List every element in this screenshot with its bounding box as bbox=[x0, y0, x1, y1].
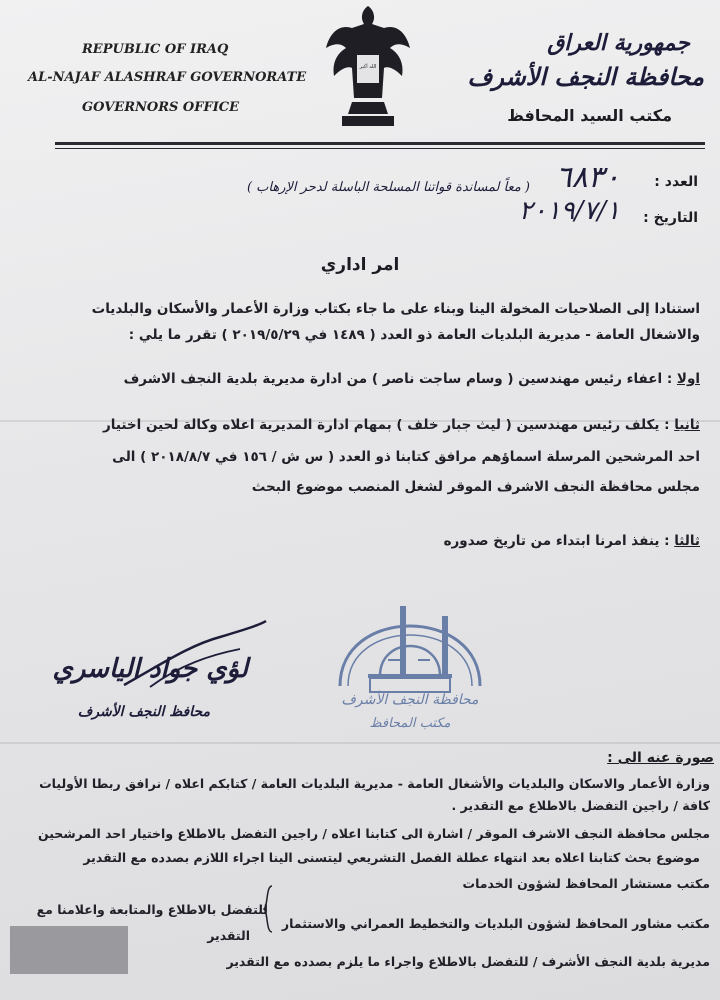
letterhead-ar-line-2: محافظة النجف الأشرف bbox=[467, 62, 704, 91]
copy-to-line-9: مديرية بلدية النجف الأشرف / للتفضل بالاطلاع واجراء ما يلزم بصدده مع التقدير bbox=[226, 954, 710, 969]
letterhead-ar-line-1: جمهورية العراق bbox=[547, 30, 690, 56]
copy-to-line-1: وزارة الأعمار والاسكان والبلديات والأشغال العامة - مديرية البلديات العامة / كتابكم اعلاه / نرافق ربطا الأوليات bbox=[39, 776, 710, 791]
header-rule-thin bbox=[55, 148, 705, 149]
header-rule bbox=[55, 142, 705, 145]
signatory-title: محافظ النجف الأشرف bbox=[77, 704, 210, 720]
copy-to-line-3: مجلس محافظة النجف الاشرف الموقر / اشارة الى كتابنا اعلاه / راجين التفضل بالاطلاع واختيار احد المرشحين bbox=[37, 826, 710, 841]
date-value: ٢٠١٩/٧/١ bbox=[518, 196, 620, 226]
signatory-name: لؤي جواد الياسري bbox=[52, 654, 248, 684]
redacted-area bbox=[10, 926, 128, 974]
letterhead-en-line-1: REPUBLIC OF IRAQ bbox=[82, 42, 229, 57]
grouping-brace bbox=[262, 884, 274, 934]
document-title: امر اداري bbox=[320, 255, 400, 275]
clause-second-label: ثانيا bbox=[674, 417, 700, 433]
clause-first bbox=[10, 368, 700, 390]
iraq-eagle-emblem bbox=[322, 2, 414, 132]
letterhead-ar-line-3: مكتب السيد المحافظ bbox=[507, 106, 672, 125]
number-value: ٦٨٣٠ bbox=[555, 160, 620, 195]
clause-third bbox=[10, 530, 700, 552]
preamble-line-1: استنادا إلى الصلاحيات المخولة الينا وبناء على ما جاء بكتاب وزارة الأعمار والأسكان والبلديات bbox=[91, 301, 700, 317]
copy-to-line-2: كافة / راجين التفضل بالاطلاع مع التقدير . bbox=[451, 798, 710, 813]
clause-first-label: اولا bbox=[676, 371, 700, 387]
copy-to-line-6: للتفضل بالاطلاع والمتابعة واعلامنا مع bbox=[36, 902, 268, 917]
letterhead-en-line-2: AL-NAJAF ALASHRAF GOVERNORATE bbox=[28, 70, 307, 85]
stamp-line-2: مكتب المحافظ bbox=[369, 716, 451, 731]
clause-second-line-3: مجلس محافظة النجف الاشرف الموقر لشغل المنصب موضوع البحث bbox=[251, 479, 700, 495]
clause-first-text: : اعفاء رئيس مهندسين ( وسام ساجت ناصر ) من ادارة مديرية بلدية النجف الاشرف bbox=[123, 371, 677, 387]
clause-third-label: ثالثا bbox=[674, 533, 700, 549]
date-label: التاريخ : bbox=[643, 210, 698, 226]
handwritten-slogan: ( معاً لمساندة قواتنا المسلحة الباسلة لدحر الإرهاب ) bbox=[246, 180, 530, 195]
letterhead-en-line-3: GOVERNORS OFFICE bbox=[82, 100, 240, 115]
clause-second-line-1 bbox=[10, 414, 700, 436]
copy-to-line-4: موضوع بحث كتابنا اعلاه بعد انتهاء عطلة الفصل التشريعي ليتسنى الينا اجراء اللازم بصدده مع التقدير bbox=[83, 850, 700, 865]
copy-to-line-5: مكتب مستشار المحافظ لشؤون الخدمات bbox=[462, 876, 710, 891]
number-label: العدد : bbox=[654, 174, 698, 190]
copy-to-line-8: التقدير bbox=[207, 928, 250, 943]
preamble-line-2: والاشغال العامة - مديرية البلديات العامة ذو العدد ( ١٤٨٩ في ٢٠١٩/٥/٢٩ ) تقرر ما يلي : bbox=[128, 327, 700, 343]
official-stamp bbox=[330, 566, 490, 756]
clause-third-text: : ينفذ امرنا ابتداء من تاريخ صدوره bbox=[443, 533, 675, 549]
emblem-label: الله أكبر bbox=[359, 64, 377, 70]
clause-second-text: : يكلف رئيس مهندسين ( ليث جبار خلف ) بمهام ادارة المديرية اعلاه وكالة لحين اختيار bbox=[103, 417, 675, 433]
copy-to-heading: صورة عنه الى : bbox=[607, 750, 714, 766]
clause-second-line-2: احد المرشحين المرسلة اسماؤهم مرافق كتابنا ذو العدد ( س ش / ١٥٦ في ٢٠١٨/٨/٧ ) الى bbox=[112, 449, 700, 465]
stamp-line-1: محافظة النجف الأشرف bbox=[341, 692, 479, 708]
copy-to-line-7: مكتب مشاور المحافظ لشؤون البلديات والتخطيط العمراني والاستثمار bbox=[281, 916, 710, 931]
